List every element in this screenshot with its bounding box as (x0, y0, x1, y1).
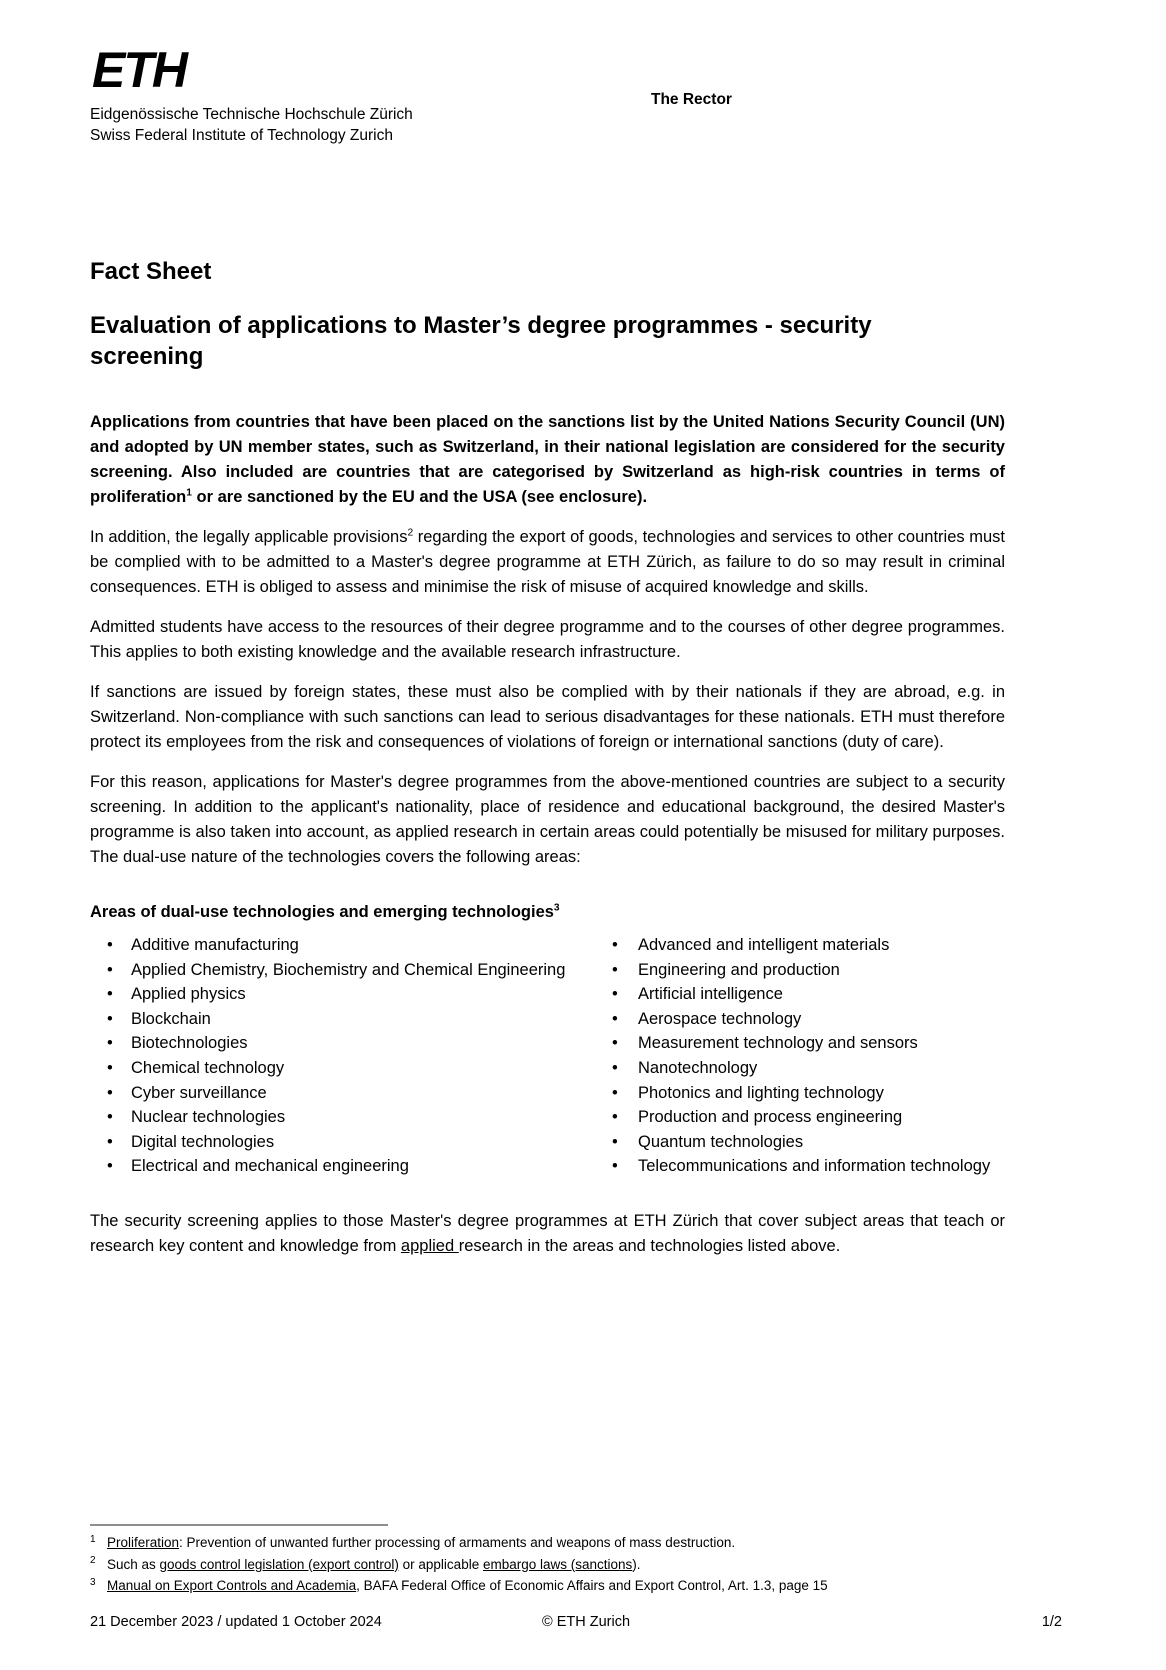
list-item: • Nanotechnology (600, 1056, 1005, 1081)
footnotes (90, 1532, 1062, 1597)
list-item: • Production and process engineering (600, 1105, 1005, 1130)
list-item: • Nuclear technologies (90, 1105, 600, 1130)
eth-logo-icon (90, 44, 220, 96)
paragraph (90, 525, 1005, 600)
underlined-text: Manual on Export Controls and Academia (107, 1578, 357, 1593)
paragraph (90, 770, 1005, 870)
text-segment: research in the areas and technologies listed above. (458, 1236, 841, 1255)
dual-use-column-right (600, 933, 1005, 1179)
list-item: • Photonics and lighting technology (600, 1081, 1005, 1106)
svg-text:ETH: ETH (92, 44, 186, 96)
text-segment: regarding the export of goods, technologies and services to other countries must be complied with to be admitted to a Master's degree programme at ETH Zürich, as failure to do so may result in criminal consequences. ETH is obliged to assess and minimise the risk of misuse of acquired knowledge and skills. (90, 528, 1005, 596)
dual-use-heading (90, 903, 1005, 922)
text-segment: or applicable (398, 1556, 483, 1572)
dual-use-columns (90, 933, 1005, 1179)
superscript: 1 (186, 487, 192, 499)
body-paragraphs (90, 410, 1005, 870)
list-item: • Engineering and production (600, 958, 1005, 983)
superscript: 2 (407, 527, 414, 539)
footnote: 3 Manual on Export Controls and Academia, BAFA Federal Office of Economic Affairs and Export Control, Art. 1.3, page 15 (90, 1576, 828, 1593)
page-footer (90, 1614, 1062, 1630)
list-item: • Quantum technologies (600, 1130, 1005, 1155)
dual-use-column-left (90, 933, 600, 1179)
footnote-divider (90, 1524, 388, 1526)
closing-paragraph (90, 1209, 1005, 1259)
footnote: 2 Such as goods control legislation (export control) or applicable embargo laws (sanctions). (90, 1555, 641, 1572)
list-item: • Digital technologies (90, 1130, 600, 1155)
text-segment: Admitted students have access to the resources of their degree programme and to the courses of other degree programmes. This applies to both existing knowledge and the available research infrastructure. (90, 618, 1005, 661)
institution-address (90, 104, 1005, 146)
footer-page-number: 1/2 (1041, 1613, 1062, 1630)
list-item: • Advanced and intelligent materials (600, 933, 1005, 958)
document-title: Evaluation of applications to Master’s degree programmes - security screening (90, 312, 872, 370)
superscript: 3 (553, 902, 560, 914)
footnote: 1 Proliferation: Prevention of unwanted further processing of armaments and weapons of mass destruction. (90, 1533, 736, 1550)
list-item: • Aerospace technology (600, 1007, 1005, 1032)
underlined-text: applied (400, 1236, 459, 1255)
list-item: • Cyber surveillance (90, 1081, 600, 1106)
text-segment: Such as (107, 1556, 160, 1572)
list-item: • Measurement technology and sensors (600, 1031, 1005, 1056)
list-item: • Blockchain (90, 1007, 600, 1032)
eth-logo (90, 44, 1005, 96)
paragraph (90, 680, 1005, 755)
text-segment: or are sanctioned by the EU and the USA (see enclosure). (191, 488, 648, 506)
underlined-text: goods control legislation (export control) (159, 1556, 399, 1572)
footer-date: 21 December 2023 / updated 1 October 2024 (90, 1613, 382, 1630)
list-item: • Artificial intelligence (600, 982, 1005, 1007)
text-segment: The security screening applies to those Master's degree programmes at ETH Zürich that cover subject areas that teach or research key content and knowledge from (90, 1211, 1005, 1255)
list-item: • Additive manufacturing (90, 933, 600, 958)
text-segment: If sanctions are issued by foreign states, these must also be complied with by their nationals if they are abroad, e.g. in Switzerland. Non-compliance with such sanctions can lead to serious disadvantages for these nationals. ETH must therefore protect its employees from the risk and consequences of violations of foreign or international sanctions (duty of care). (90, 683, 1005, 751)
text-segment: ). (632, 1556, 641, 1572)
text-segment: In addition, the legally applicable provisions (90, 528, 408, 546)
footer-copyright: © ETH Zurich (542, 1613, 631, 1630)
paragraph (90, 615, 1005, 665)
office-label: The Rector (651, 91, 732, 108)
list-item: • Applied physics (90, 982, 600, 1007)
text-segment: Applications from countries that have been placed on the sanctions list by the United Nations Security Council (UN) and adopted by UN member states, such as Switzerland, in their national legislation are considered for the security screening. Also included are countries that are categorised by Switzerland as high-risk countries in terms of proliferation (90, 413, 1005, 506)
list-item: • Applied Chemistry, Biochemistry and Chemical Engineering (90, 958, 600, 983)
list-item: • Electrical and mechanical engineering (90, 1154, 600, 1179)
text-segment: , BAFA Federal Office of Economic Affairs and Export Control, Art. 1.3, page 15 (356, 1578, 828, 1593)
text-segment: Areas of dual-use technologies and emerging technologies (90, 903, 554, 921)
institution-name-de: Eidgenössische Technische Hochschule Zürich (90, 106, 413, 123)
dual-use-list-left (90, 933, 600, 1179)
list-item: • Chemical technology (90, 1056, 600, 1081)
institution-name-en: Swiss Federal Institute of Technology Zurich (90, 127, 393, 144)
document-kicker: Fact Sheet (90, 258, 212, 285)
page-bottom (90, 1524, 1062, 1630)
list-item: • Telecommunications and information technology (600, 1154, 1005, 1179)
text-segment: : Prevention of unwanted further processing of armaments and weapons of mass destruction. (179, 1535, 736, 1550)
underlined-text: Proliferation (107, 1535, 180, 1550)
list-item: • Biotechnologies (90, 1031, 600, 1056)
paragraph (90, 410, 1005, 510)
text-segment: For this reason, applications for Master's degree programmes from the above-mentioned countries are subject to a security screening. In addition to the applicant's nationality, place of residence and educational background, the desired Master's programme is also taken into account, as applied research in certain areas could potentially be misused for military purposes. The dual-use nature of the technologies covers the following areas: (90, 773, 1005, 866)
dual-use-list-right (600, 933, 1005, 1179)
underlined-text: embargo laws (sanctions (482, 1556, 633, 1572)
